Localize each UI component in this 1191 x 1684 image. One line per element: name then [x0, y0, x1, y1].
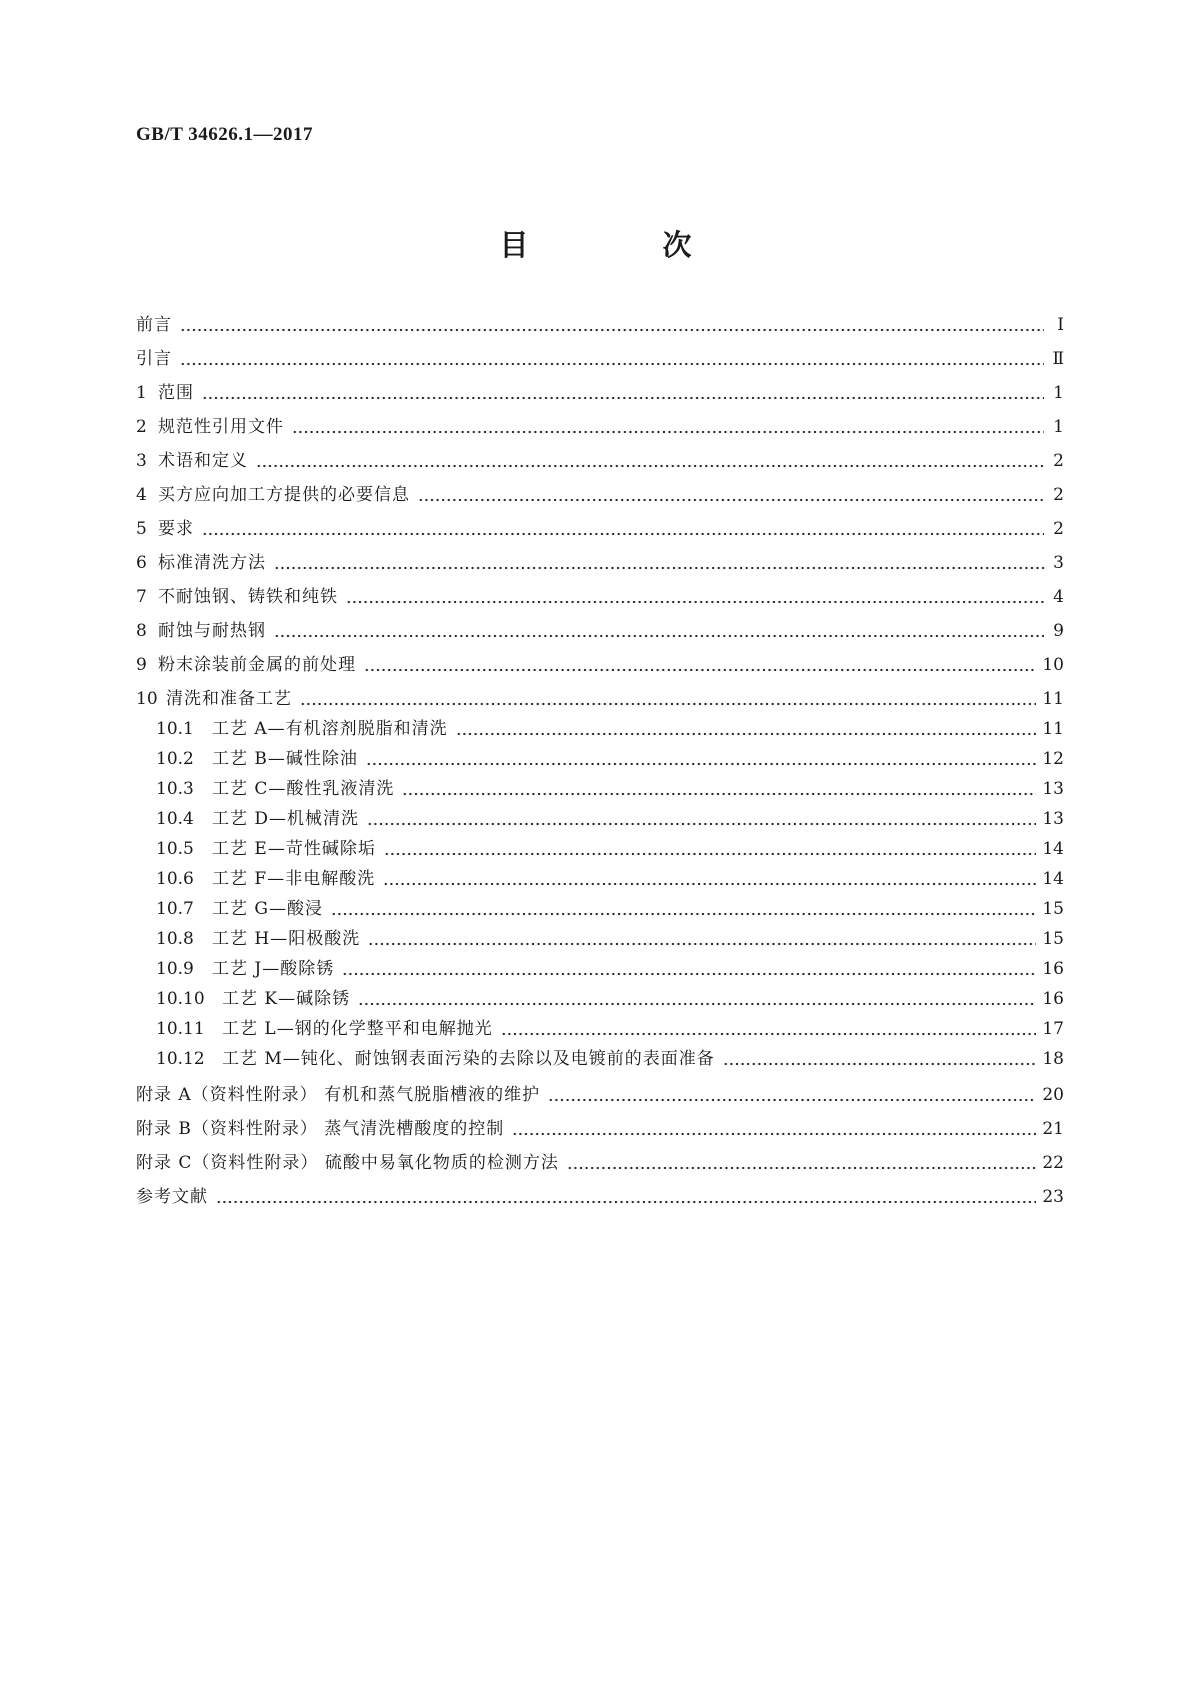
- toc-entry-title: 引言: [136, 349, 172, 369]
- toc-entry-4[interactable]: [136, 481, 1064, 509]
- toc-entry-title: 标准清洗方法: [158, 553, 266, 573]
- toc-entry-number: 10.6: [156, 869, 194, 889]
- toc-entry-title: 工艺 B—碱性除油: [212, 749, 358, 769]
- dot-leader: [202, 515, 1044, 543]
- toc-entry-title: 工艺 M—钝化、耐蚀钢表面污染的去除以及电镀前的表面准备: [222, 1049, 715, 1069]
- dot-leader: [202, 379, 1044, 407]
- dot-leader: [256, 447, 1044, 475]
- dot-leader: [358, 985, 1036, 1013]
- toc-entry-number: 2: [136, 417, 147, 437]
- toc-entry-title: 工艺 E—苛性碱除垢: [212, 839, 376, 859]
- toc-entry-bibliography[interactable]: [136, 1183, 1064, 1211]
- toc-entry-number: 4: [136, 485, 147, 505]
- toc-entry-foreword[interactable]: [136, 311, 1064, 339]
- toc-entry-title: 附录 A（资料性附录） 有机和蒸气脱脂槽液的维护: [136, 1085, 541, 1105]
- toc-entry-number: 10.5: [156, 839, 194, 859]
- toc-entry-page: 15: [1042, 929, 1064, 949]
- dot-leader: [367, 805, 1036, 833]
- toc-entry-page: Ⅰ: [1057, 315, 1064, 335]
- toc-entry-9[interactable]: [136, 651, 1064, 679]
- toc-entry-page: 12: [1042, 749, 1064, 769]
- toc-entry-title: 术语和定义: [158, 451, 248, 471]
- toc-entry-10[interactable]: [136, 685, 1064, 713]
- dot-leader: [512, 1115, 1036, 1143]
- toc-entry-title: 附录 B（资料性附录） 蒸气清洗槽酸度的控制: [136, 1119, 505, 1139]
- toc-entry-10-11[interactable]: [156, 1015, 1064, 1043]
- toc-entry-title: 粉末涂装前金属的前处理: [158, 655, 356, 675]
- dot-leader: [180, 311, 1044, 339]
- dot-leader: [383, 865, 1036, 893]
- toc-entry-number: 10.9: [156, 959, 194, 979]
- standard-number: GB/T 34626.1—2017: [136, 124, 314, 145]
- toc-entry-title: 规范性引用文件: [158, 417, 284, 437]
- dot-leader: [723, 1045, 1037, 1073]
- dot-leader: [180, 345, 1044, 373]
- toc-entry-title: 前言: [136, 315, 172, 335]
- toc-entry-page: 15: [1042, 899, 1064, 919]
- toc-entry-page: 2: [1053, 485, 1064, 505]
- toc-entry-10-2[interactable]: [156, 745, 1064, 773]
- dot-leader: [418, 481, 1044, 509]
- toc-entry-title: 工艺 C—酸性乳液清洗: [212, 779, 395, 799]
- toc-entry-number: 10.3: [156, 779, 194, 799]
- toc-entry-title: 工艺 F—非电解酸洗: [212, 869, 376, 889]
- toc-entry-page: 13: [1042, 809, 1064, 829]
- toc-entry-10-6[interactable]: [156, 865, 1064, 893]
- dot-leader: [216, 1183, 1036, 1211]
- toc-entry-page: 16: [1042, 989, 1064, 1009]
- toc-entry-number: 10.10: [156, 989, 205, 1009]
- toc-entry-number: 10: [136, 689, 158, 709]
- toc-entry-10-9[interactable]: [156, 955, 1064, 983]
- toc-entry-title: 范围: [158, 383, 194, 403]
- toc-entry-10-10[interactable]: [156, 985, 1064, 1013]
- toc-entry-title: 附录 C（资料性附录） 硫酸中易氧化物质的检测方法: [136, 1153, 559, 1173]
- dot-leader: [274, 549, 1044, 577]
- toc-entry-page: 4: [1053, 587, 1064, 607]
- toc-entry-10-1[interactable]: [156, 715, 1064, 743]
- toc-entry-page: 2: [1053, 451, 1064, 471]
- toc-entry-page: 11: [1042, 689, 1064, 709]
- toc-entry-title: 工艺 G—酸浸: [212, 899, 323, 919]
- toc-entry-page: 13: [1042, 779, 1064, 799]
- dot-leader: [567, 1149, 1037, 1177]
- toc-entry-number: 10.2: [156, 749, 194, 769]
- toc-entry-title: 工艺 A—有机溶剂脱脂和清洗: [212, 719, 448, 739]
- toc-entry-page: 18: [1042, 1049, 1064, 1069]
- toc-entry-annex-c[interactable]: [136, 1149, 1064, 1177]
- toc-entry-number: 7: [136, 587, 147, 607]
- toc-entry-number: 10.11: [156, 1019, 205, 1039]
- dot-leader: [384, 835, 1037, 863]
- dot-leader: [548, 1081, 1036, 1109]
- toc-entry-title: 工艺 L—钢的化学整平和电解抛光: [222, 1019, 493, 1039]
- toc-entry-title: 工艺 K—碱除锈: [222, 989, 351, 1009]
- toc-entry-10-12[interactable]: [156, 1045, 1064, 1073]
- toc-entry-title: 清洗和准备工艺: [166, 689, 292, 709]
- toc-entry-annex-b[interactable]: [136, 1115, 1064, 1143]
- toc-entry-annex-a[interactable]: [136, 1081, 1064, 1109]
- dot-leader: [331, 895, 1036, 923]
- toc-entry-page: 14: [1042, 839, 1064, 859]
- toc-entry-number: 10.4: [156, 809, 194, 829]
- toc-entry-10-8[interactable]: [156, 925, 1064, 953]
- toc-entry-number: 5: [136, 519, 147, 539]
- toc-entry-page: 1: [1053, 383, 1064, 403]
- toc-entry-page: Ⅱ: [1052, 349, 1064, 369]
- toc-entry-10-3[interactable]: [156, 775, 1064, 803]
- toc-entry-introduction[interactable]: [136, 345, 1064, 373]
- toc-entry-number: 3: [136, 451, 147, 471]
- toc-entry-title: 耐蚀与耐热钢: [158, 621, 266, 641]
- dot-leader: [402, 775, 1036, 803]
- toc-entry-3[interactable]: [136, 447, 1064, 475]
- dot-leader: [300, 685, 1036, 713]
- toc-entry-page: 16: [1042, 959, 1064, 979]
- toc-entry-6[interactable]: [136, 549, 1064, 577]
- toc-entry-page: 3: [1053, 553, 1064, 573]
- page-title: 目 次: [499, 228, 754, 262]
- toc-entry-page: 20: [1042, 1085, 1064, 1105]
- toc-entry-page: 23: [1042, 1187, 1064, 1207]
- dot-leader: [292, 413, 1044, 441]
- toc-entry-10-5[interactable]: [156, 835, 1064, 863]
- toc-entry-number: 10.8: [156, 929, 194, 949]
- dot-leader: [456, 715, 1037, 743]
- dot-leader: [346, 583, 1044, 611]
- toc-entry-title: 买方应向加工方提供的必要信息: [158, 485, 410, 505]
- toc-entry-number: 10.12: [156, 1049, 205, 1069]
- toc-entry-title: 参考文献: [136, 1187, 208, 1207]
- toc-entry-1[interactable]: [136, 379, 1064, 407]
- toc-entry-page: 1: [1053, 417, 1064, 437]
- toc-entry-title: 工艺 H—阳极酸洗: [212, 929, 361, 949]
- toc-entry-number: 1: [136, 383, 147, 403]
- toc-entry-page: 21: [1042, 1119, 1064, 1139]
- toc-entry-number: 10.7: [156, 899, 194, 919]
- toc-entry-8[interactable]: [136, 617, 1064, 645]
- toc-entry-10-7[interactable]: [156, 895, 1064, 923]
- toc-entry-page: 14: [1042, 869, 1064, 889]
- dot-leader: [501, 1015, 1037, 1043]
- toc-entry-7[interactable]: [136, 583, 1064, 611]
- toc-entry-page: 2: [1053, 519, 1064, 539]
- toc-entry-number: 6: [136, 553, 147, 573]
- toc-entry-5[interactable]: [136, 515, 1064, 543]
- toc-entry-page: 11: [1042, 719, 1064, 739]
- toc-entry-number: 8: [136, 621, 147, 641]
- toc-entry-title: 要求: [158, 519, 194, 539]
- dot-leader: [366, 745, 1036, 773]
- toc-entry-title: 工艺 J—酸除锈: [212, 959, 335, 979]
- toc-entry-title: 工艺 D—机械清洗: [212, 809, 360, 829]
- toc-entry-10-4[interactable]: [156, 805, 1064, 833]
- toc-entry-page: 10: [1042, 655, 1064, 675]
- toc-entry-page: 22: [1042, 1153, 1064, 1173]
- toc-entry-number: 9: [136, 655, 147, 675]
- toc-entry-page: 17: [1042, 1019, 1064, 1039]
- dot-leader: [364, 651, 1036, 679]
- toc-entry-page: 9: [1053, 621, 1064, 641]
- toc-entry-title: 不耐蚀钢、铸铁和纯铁: [158, 587, 338, 607]
- dot-leader: [342, 955, 1036, 983]
- toc-entry-2[interactable]: [136, 413, 1064, 441]
- toc-entry-number: 10.1: [156, 719, 194, 739]
- dot-leader: [368, 925, 1036, 953]
- dot-leader: [274, 617, 1044, 645]
